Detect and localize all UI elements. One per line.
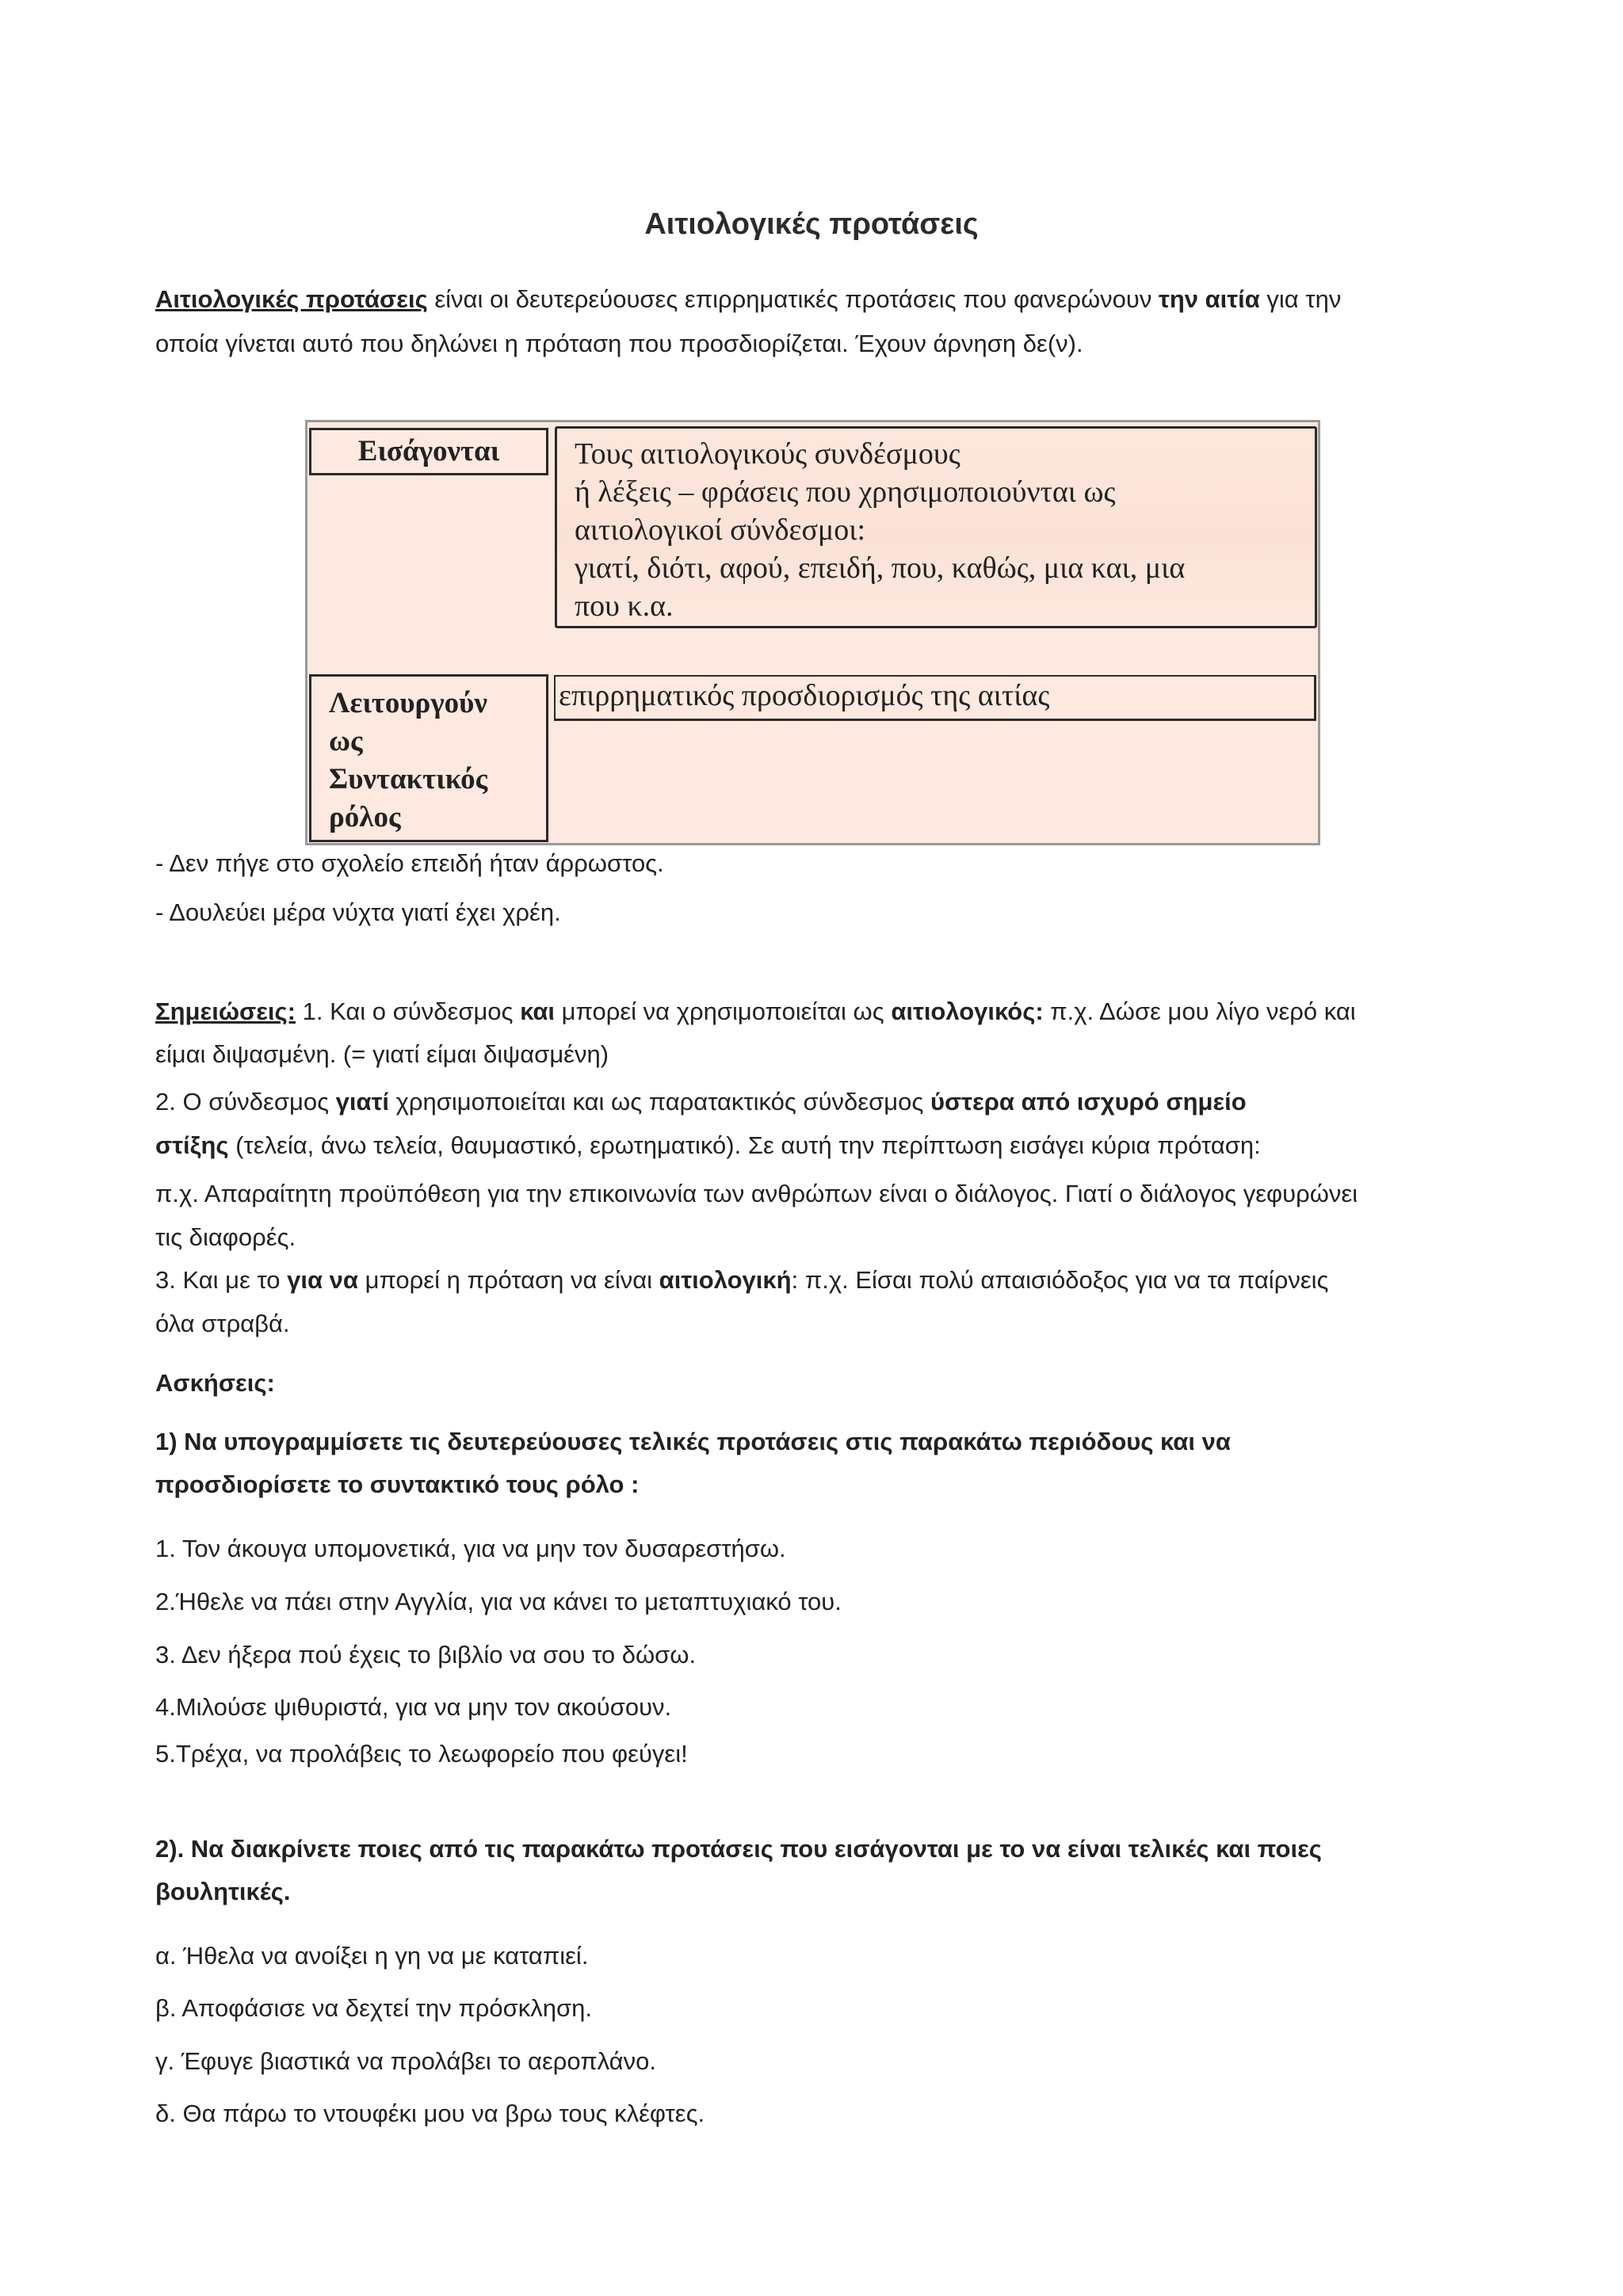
table-header-line: Συντακτικός (329, 763, 488, 795)
exercises-heading: Ασκήσεις: (155, 1369, 275, 1397)
table-cell-syntactic-role: επιρρηματικός προσδιορισμός της αιτίας (554, 675, 1316, 721)
table-cell-line: ή λέξεις – φράσεις που χρησιμοποιούνται ως (575, 475, 1116, 509)
table-cell-line: Τους αιτιολογικούς συνδέσμους (575, 437, 960, 471)
notes-text: π.χ. Δώσε μου λίγο νερό και (1043, 997, 1356, 1025)
notes-line-4 (155, 1123, 1261, 1168)
table-header-introduced: Εισάγονται (309, 428, 548, 475)
intro-term: Αιτιολογικές προτάσεις (155, 285, 428, 313)
notes-text: 2. Ο σύνδεσμος (155, 1088, 336, 1116)
exercise-2-item: δ. Θα πάρω το ντουφέκι μου να βρω τους κλέφτες. (155, 2100, 705, 2127)
exercise-1-item: 2.Ήθελε να πάει στην Αγγλία, για να κάνει το μεταπτυχιακό του. (155, 1588, 842, 1615)
intro-text-end: για την (1259, 285, 1342, 313)
intro-line-2: οποία γίνεται αυτό που δηλώνει η πρόταση που προσδιορίζεται. Έχουν άρνηση δε(ν). (155, 330, 1083, 357)
page-title: Αιτιολογικές προτάσεις (644, 208, 979, 241)
notes-text: 1. Και ο σύνδεσμος (296, 997, 521, 1025)
notes-line-7 (155, 1258, 1328, 1302)
notes-line-6: τις διαφορές. (155, 1223, 296, 1251)
exercise-2-instruction: βουλητικές. (155, 1878, 291, 1905)
notes-bold: ύστερα από ισχυρό σημείο (930, 1088, 1247, 1116)
intro-bold-cause: την αιτία (1158, 285, 1260, 313)
table-header-line: Λειτουργούν (329, 687, 487, 719)
exercise-1-instruction: προσδιορίσετε το συντακτικό τους ρόλο : (155, 1470, 640, 1498)
exercise-1-instruction: 1) Να υπογραμμίσετε τις δευτερεύουσες τελικές προτάσεις στις παρακάτω περιόδους και να (155, 1428, 1231, 1455)
exercise-1-item: 1. Τον άκουγα υπομονετικά, για να μην τον δυσαρεστήσω. (155, 1535, 786, 1562)
exercise-2-item: β. Αποφάσισε να δεχτεί την πρόσκληση. (155, 1994, 592, 2022)
table-header-line: ως (329, 725, 363, 757)
notes-bold: γιατί (335, 1088, 390, 1116)
notes-text: μπορεί να χρησιμοποιείται ως (555, 997, 892, 1025)
notes-text: 3. Και με το (155, 1266, 288, 1294)
exercise-1-item: 5.Τρέχα, να προλάβεις το λεωφορείο που φεύγει! (155, 1740, 688, 1768)
table-cell-line: αιτιολογικοί σύνδεσμοι: (575, 513, 866, 547)
table-cell-conjunctions (555, 426, 1317, 628)
notes-bold: στίξης (155, 1131, 229, 1159)
notes-text: : π.χ. Είσαι πολύ απαισιόδοξος για να τα παίρνεις (791, 1266, 1329, 1294)
exercise-1-item: 4.Μιλούσε ψιθυριστά, για να μην τον ακούσουν. (155, 1693, 672, 1721)
notes-bold: αιτιολογική (659, 1266, 792, 1294)
notes-line-1 (155, 990, 1356, 1034)
table-header-function (309, 674, 548, 842)
notes-label: Σημειώσεις: (155, 997, 296, 1025)
notes-bold: αιτιολογικός: (891, 997, 1044, 1025)
intro-text: είναι οι δευτερεύουσες επιρρηματικές προτάσεις που φανερώνουν (427, 285, 1159, 313)
table-cell-line: που κ.α. (575, 589, 674, 623)
notes-text: (τελεία, άνω τελεία, θαυμαστικό, ερωτηματικό). Σε αυτή την περίπτωση εισάγει κύρια πρόταση: (228, 1131, 1261, 1159)
exercise-2-item: α. Ήθελα να ανοίξει η γη να με καταπιεί. (155, 1942, 589, 1970)
exercise-2-item: γ. Έφυγε βιαστικά να προλάβει το αεροπλάνο. (155, 2047, 656, 2075)
exercise-1-item: 3. Δεν ήξερα πού έχεις το βιβλίο να σου το δώσω. (155, 1641, 697, 1669)
table-header-line: ρόλος (329, 801, 401, 833)
table-cell-line: γιατί, διότι, αφού, επειδή, που, καθώς, μια και, μια (575, 551, 1186, 585)
example-line: - Δουλεύει μέρα νύχτα γιατί έχει χρέη. (155, 898, 561, 926)
notes-line-3 (155, 1080, 1247, 1124)
notes-text: χρησιμοποιείται και ως παρατακτικός σύνδεσμος (389, 1088, 930, 1116)
notes-line-5: π.χ. Απαραίτητη προϋπόθεση για την επικοινωνία των ανθρώπων είναι ο διάλογος. Γιατί ο διάλογος γεφυρώνει (155, 1180, 1358, 1207)
notes-text: μπορεί η πρόταση να είναι (357, 1266, 659, 1294)
intro-line-1 (155, 277, 1341, 322)
example-line: - Δεν πήγε στο σχολείο επειδή ήταν άρρωστος. (155, 849, 664, 877)
notes-bold: και (520, 997, 556, 1025)
exercise-2-instruction: 2). Να διακρίνετε ποιες από τις παρακάτω προτάσεις που εισάγονται με το να είναι τελικές και ποιες (155, 1835, 1322, 1863)
notes-line-2: είμαι διψασμένη. (= γιατί είμαι διψασμένη) (155, 1040, 609, 1068)
notes-line-8: όλα στραβά. (155, 1310, 290, 1337)
notes-bold: για να (287, 1266, 358, 1294)
